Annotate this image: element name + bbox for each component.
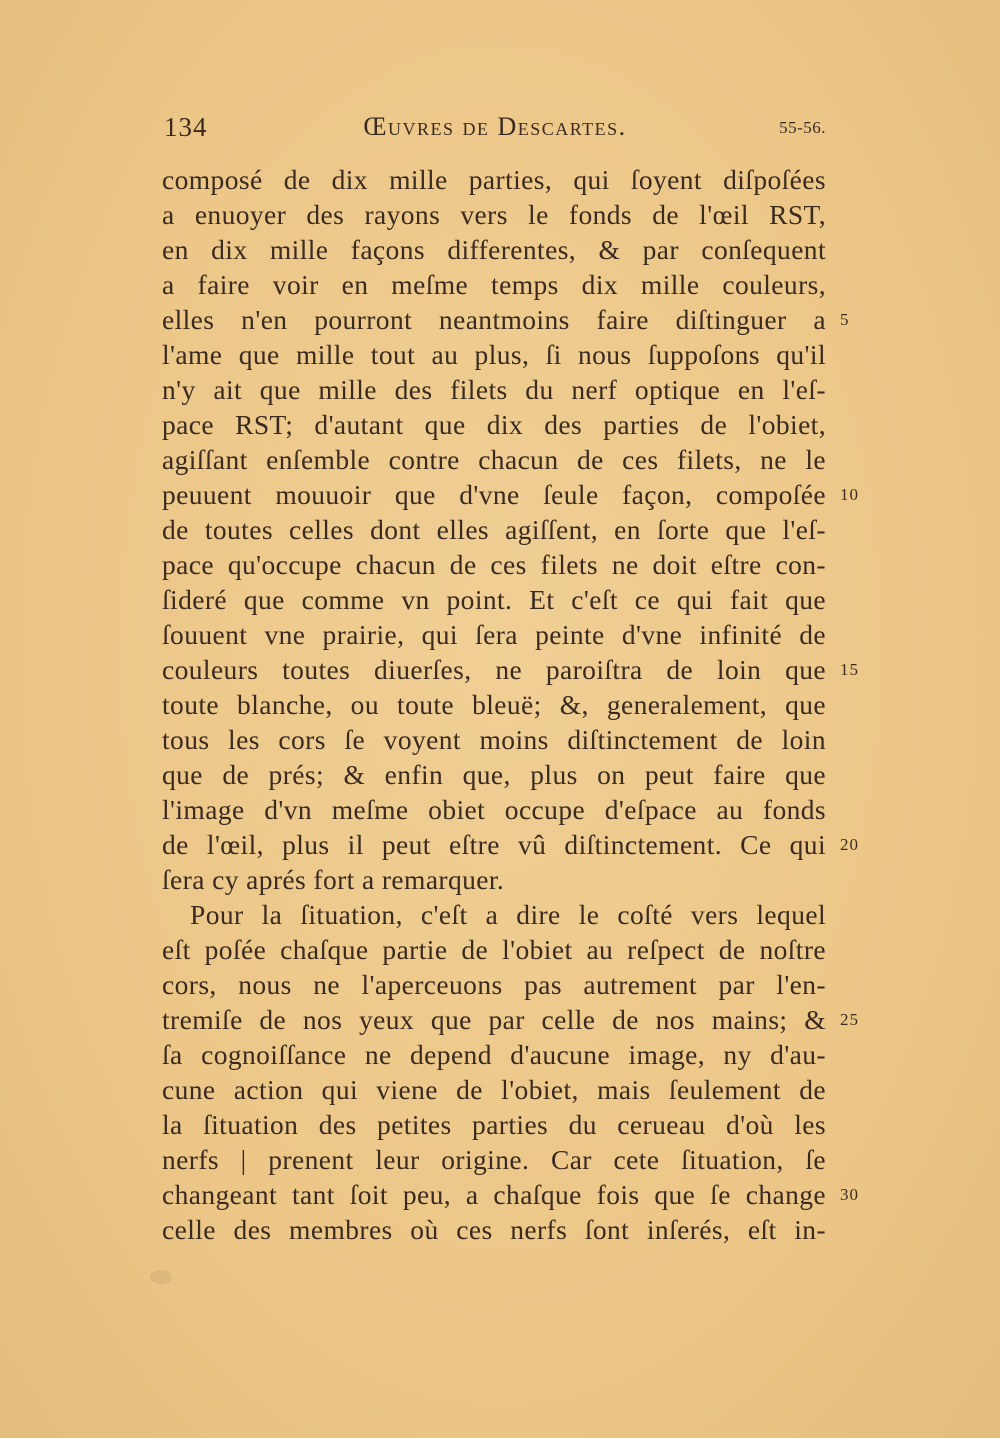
text-line: l'ame que mille tout au plus, ſi nous ſuppoſons qu'il [162, 339, 826, 370]
text-line: ſideré que comme vn point. Et c'eſt ce qui fait que [162, 584, 826, 615]
line-number: 5 [840, 310, 850, 329]
line-number: 10 [840, 485, 859, 504]
text-line: composé de dix mille parties, qui ſoyent diſpoſées [162, 164, 826, 195]
text-line: peuuent mouuoir que d'vne ſeule façon, compoſée [162, 479, 826, 510]
line-number: 30 [840, 1185, 859, 1204]
text-line: ſouuent vne prairie, qui ſera peinte d'vne infinité de [162, 619, 826, 650]
page-number: 134 [164, 112, 208, 142]
text-line: pace qu'occupe chacun de ces filets ne doit eſtre con- [162, 549, 826, 580]
body-text [162, 162, 826, 1247]
text-line: la ſituation des petites parties du cerueau d'où les [162, 1109, 826, 1140]
text-line: l'image d'vn meſme obiet occupe d'eſpace au fonds [162, 794, 826, 825]
text-line: pace RST; d'autant que dix des parties de l'obiet, [162, 409, 826, 440]
text-line: tremiſe de nos yeux que par celle de nos mains; & [162, 1004, 826, 1035]
text-line: celle des membres où ces nerfs ſont inſerés, eſt in- [162, 1214, 826, 1245]
text-line: a faire voir en meſme temps dix mille couleurs, [162, 269, 826, 300]
text-line: n'y ait que mille des filets du nerf optique en l'eſ- [162, 374, 826, 405]
text-line: ſa cognoiſſance ne depend d'aucune image, ny d'au- [162, 1039, 826, 1070]
folio-reference: 55-56. [779, 118, 826, 137]
text-line: nerfs | prenent leur origine. Car cete ſituation, ſe [162, 1144, 826, 1175]
text-line: changeant tant ſoit peu, a chaſque fois que ſe change [162, 1179, 826, 1210]
text-line: cune action qui viene de l'obiet, mais ſeulement de [162, 1074, 826, 1105]
text-line: que de prés; & enfin que, plus on peut faire que [162, 759, 826, 790]
page-header [164, 112, 826, 152]
text-line: a enuoyer des rayons vers le fonds de l'œil RST, [162, 199, 826, 230]
text-line: agiſſant enſemble contre chacun de ces filets, ne le [162, 444, 826, 475]
paper-smudge [150, 1270, 172, 1284]
text-line: de toutes celles dont elles agiſſent, en ſorte que l'eſ- [162, 514, 826, 545]
text-line: ſera cy aprés fort a remarquer. [162, 864, 505, 895]
text-line: tous les cors ſe voyent moins diſtinctement de loin [162, 724, 826, 755]
line-number: 15 [840, 660, 859, 679]
text-line: en dix mille façons differentes, & par conſequent [162, 234, 826, 265]
line-number: 25 [840, 1010, 859, 1029]
text-line: eſt poſée chaſque partie de l'obiet au reſpect de noſtre [162, 934, 826, 965]
text-line: cors, nous ne l'aperceuons pas autrement par l'en- [162, 969, 826, 1000]
text-line: Pour la ſituation, c'eſt a dire le coſté vers lequel [190, 899, 826, 930]
text-line: couleurs toutes diuerſes, ne paroiſtra de loin que [162, 654, 826, 685]
text-line: toute blanche, ou toute bleuë; &, generalement, que [162, 689, 826, 720]
text-line: de l'œil, plus il peut eſtre vû diſtinctement. Ce qui [162, 829, 826, 860]
running-title: Œuvres de Descartes. [363, 112, 627, 141]
text-line: elles n'en pourront neantmoins faire diſtinguer a [162, 304, 826, 335]
line-number: 20 [840, 835, 859, 854]
